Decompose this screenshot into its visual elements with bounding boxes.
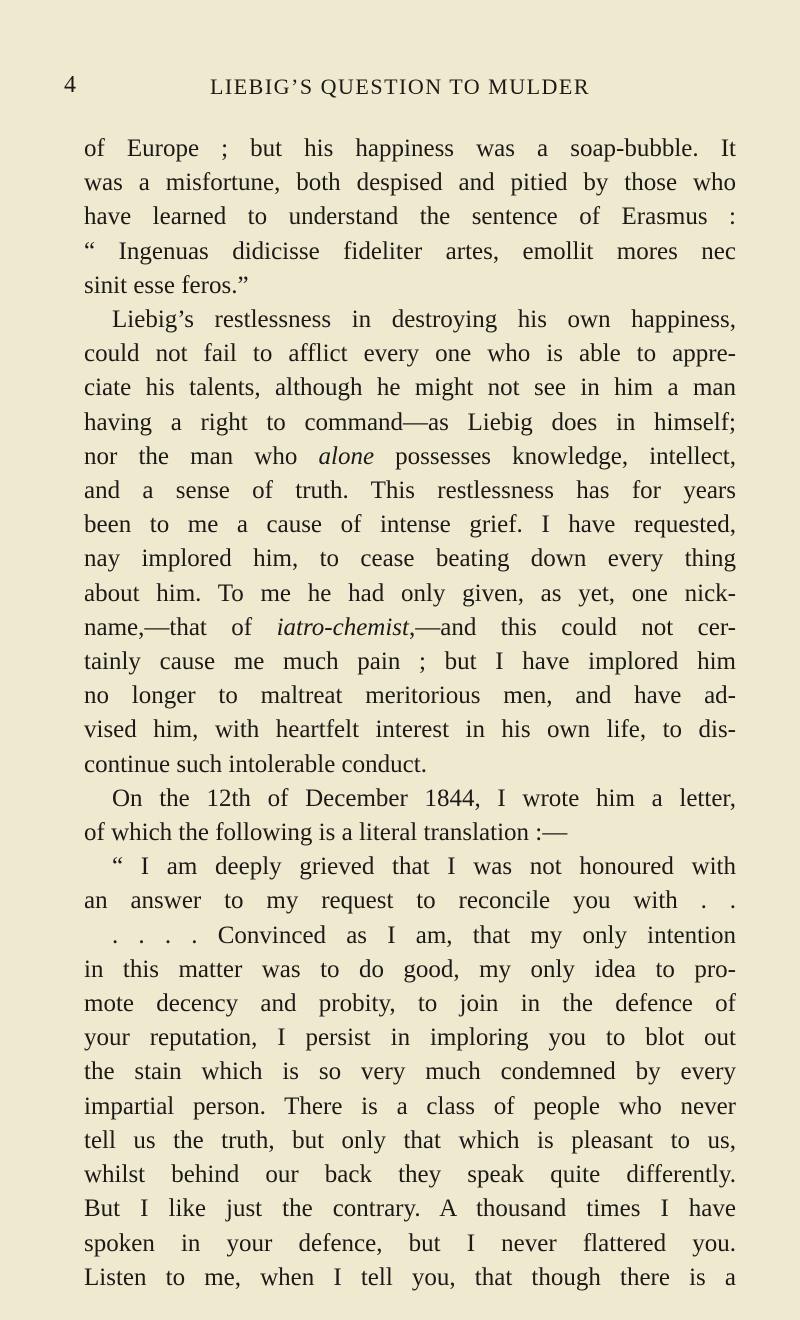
text-segment: nor the man who <box>84 442 319 470</box>
text-line: whilst behind our back they speak quite differently. <box>84 1161 736 1189</box>
text-line: tainly cause me much pain ; but I have implored him <box>84 648 736 676</box>
body-text <box>84 132 736 1295</box>
text-line: Listen to me, when I tell you, that though there is a <box>84 1263 736 1291</box>
text-line: mote decency and probity, to join in the defence of <box>84 990 736 1018</box>
text-line: tell us the truth, but only that which is pleasant to us, <box>84 1126 736 1154</box>
text-line <box>84 440 736 474</box>
text-line: continue such intolerable conduct. <box>84 750 427 778</box>
text-line: spoken in your defence, but I never flattered you. <box>84 1229 736 1257</box>
italic-emphasis: alone <box>318 442 375 470</box>
text-line: was a misfortune, both despised and pitied by those who <box>84 169 736 197</box>
text-segment: name,—that of <box>84 613 277 641</box>
text-line: On the 12th of December 1844, I wrote him a letter, <box>112 784 736 812</box>
text-line: vised him, with heartfelt interest in his own life, to dis- <box>84 716 736 744</box>
text-line: have learned to understand the sentence of Erasmus : <box>84 203 736 231</box>
text-line: “ I am deeply grieved that I was not honoured with <box>112 853 736 881</box>
text-line: no longer to maltreat meritorious men, and have ad- <box>84 682 736 710</box>
text-line: and a sense of truth. This restlessness has for years <box>84 477 736 505</box>
text-line: nay implored him, to cease beating down every thing <box>84 545 736 573</box>
text-line: the stain which is so very much condemned by every <box>84 1058 736 1086</box>
text-line: sinit esse feros.” <box>84 271 249 299</box>
text-line: ciate his talents, although he might not see in him a man <box>84 374 736 402</box>
text-line: . . . . Convinced as I am, that my only intention <box>112 921 736 949</box>
text-line: impartial person. There is a class of people who never <box>84 1092 736 1120</box>
running-title: LIEBIG’S QUESTION TO MULDER <box>209 74 591 99</box>
text-line: having a right to command—as Liebig does in himself; <box>84 408 736 436</box>
text-line: of which the following is a literal translation :— <box>84 819 568 847</box>
text-line: of Europe ; but his happiness was a soap-bubble. It <box>84 135 736 162</box>
text-line: about him. To me he had only given, as yet, one nick- <box>84 579 736 607</box>
text-segment: ,—and this could not cer- <box>408 613 737 641</box>
text-line: an answer to my request to reconcile you with . . <box>84 887 736 915</box>
text-line: in this matter was to do good, my only idea to pro- <box>84 955 736 983</box>
text-line: “ Ingenuas didicisse fideliter artes, emollit mores nec <box>84 237 736 265</box>
text-line <box>84 611 736 645</box>
text-line: your reputation, I persist in imploring you to blot out <box>84 1024 736 1052</box>
text-line: But I like just the contrary. A thousand times I have <box>84 1195 736 1223</box>
text-segment: possesses knowledge, intellect, <box>374 442 736 470</box>
italic-emphasis: iatro-chemist <box>276 613 409 641</box>
page-number: 4 <box>64 72 76 98</box>
text-line: could not fail to afflict every one who is able to appre- <box>84 340 736 368</box>
text-line: Liebig’s restlessness in destroying his own happiness, <box>112 306 736 334</box>
text-line: been to me a cause of intense grief. I have requested, <box>84 511 736 539</box>
